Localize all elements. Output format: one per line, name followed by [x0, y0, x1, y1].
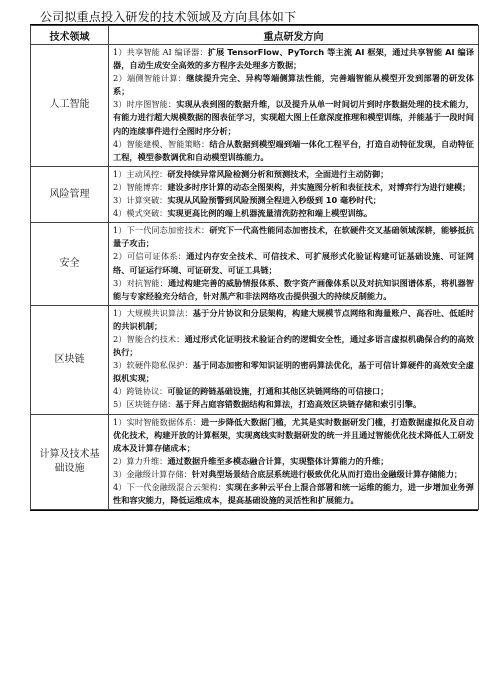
direction-item — [113, 72, 474, 98]
document-title: 公司拟重点投入研发的技术领域及方向具体如下 — [40, 10, 297, 24]
direction-item-body: 实现在多种云平台上混合部署和统一运维的能力，进一步增加业务弹性和容灾能力，降低运维成本，提高基础设施的灵活性和扩展能力。 — [113, 482, 474, 506]
direction-cell — [109, 223, 479, 306]
direction-item-lead: 3）计算突破： — [113, 195, 168, 206]
direction-item — [113, 481, 474, 507]
table-row — [31, 45, 479, 167]
direction-item-lead: 3）软硬件隐私保护： — [113, 360, 193, 371]
domain-cell: 安全 — [31, 223, 109, 306]
direction-item — [113, 168, 474, 181]
table-row — [31, 166, 479, 222]
direction-item-lead: 5）区块链存储： — [113, 399, 176, 410]
direction-item — [113, 398, 474, 411]
table-row — [31, 305, 479, 414]
direction-item-lead: 3）对抗智能： — [113, 277, 168, 288]
domain-cell: 风险管理 — [31, 166, 109, 222]
direction-item-body: 针对典型场景结合底层系统进行极致优化从而打造出金融级计算存储能力； — [191, 468, 463, 479]
direction-item-body: 扩展 TensorFlow、PyTorch 等主流 AI 框架，通过共享智能 AI 编译器，自动生成安全高效的多方程序去处理多方数据； — [113, 47, 475, 71]
direction-item-lead: 3）金融级计算存储： — [113, 468, 192, 479]
direction-item — [113, 307, 474, 333]
direction-item-lead: 2）算力升维： — [113, 455, 168, 466]
direction-item-body: 实现更高比例的端上机器流量清洗防控和端上模型训练。 — [167, 208, 373, 219]
table-row — [31, 223, 479, 306]
direction-item — [113, 224, 474, 250]
direction-item-lead: 2）智能合约技术： — [113, 333, 185, 344]
direction-item-lead: 2）可信可证体系： — [113, 251, 187, 262]
table-row — [31, 414, 479, 510]
direction-item-body: 通过形式化证明技术验证合约的逻辑安全性，通过多语言虚拟机确保合约的高效执行； — [113, 333, 474, 358]
direction-item — [113, 207, 474, 220]
header-domain: 技术领域 — [31, 26, 109, 45]
direction-item-body: 实现从表到图的数据升维，以及提升从单一时间切片到时序数据处理的技术能力，有能力进行超大规模数据的图表征学习，实现超大图上任意深度推理和模型训练，并能基于一段时间内的连续事件进行全图时序分析； — [113, 99, 474, 136]
table-header-row — [31, 26, 479, 45]
direction-item-lead: 2）智能博弈： — [113, 181, 168, 192]
direction-item-body: 通过数据升维至多模态融合计算，实现整体计算能力的升维； — [167, 455, 389, 466]
domain-cell: 计算及技术基础设施 — [31, 414, 109, 510]
direction-item-body: 通过内存安全技术、可信技术、可扩展形式化验证构建可证基础设施、可证网络、可证运行环境、可证研发、可证工具链； — [113, 251, 474, 275]
direction-item-lead: 1）主动风控： — [113, 168, 168, 179]
direction-item — [113, 250, 474, 276]
direction-item-body: 实现从风险预警到风险预测全程进入秒级到 10 毫秒时代； — [167, 195, 381, 206]
direction-cell — [109, 45, 479, 167]
direction-item — [113, 194, 474, 207]
direction-item-body: 结合从数据到模型端到端一体化工程平台，打造自动特征发现，自动特征工程，模型参数调优和自动模型训练能力。 — [113, 138, 474, 162]
direction-item-body: 基于拜占庭容错数据结构和算法，打造高效区块链存储和索引引擎。 — [175, 399, 422, 410]
direction-item-lead: 1）大规模共识算法： — [113, 307, 193, 318]
direction-item-lead: 2）端侧智能计算： — [113, 73, 187, 84]
direction-item-body: 研发持续异常风险检测分析和预测技术，全面进行主动防御； — [167, 168, 389, 179]
domain-cell: 区块链 — [31, 305, 109, 414]
tech-table — [30, 24, 478, 511]
direction-item-body: 基于分片协议和分层架构，构建大规模节点网络和海量账户、高吞吐、低延时的共识机制； — [113, 307, 474, 331]
direction-cell — [109, 414, 479, 510]
domain-cell: 人工智能 — [31, 45, 109, 167]
direction-item-lead: 1）共享智能 AI 编译器： — [113, 47, 208, 57]
direction-item — [113, 359, 474, 385]
direction-item-body: 基于同态加密和零知识证明的密码算法优化，基于可信计算硬件的高效安全虚拟机实现； — [113, 360, 474, 384]
direction-item-lead: 1）实时智能数据体系： — [113, 416, 202, 427]
direction-cell — [109, 166, 479, 222]
direction-item — [113, 181, 474, 194]
direction-item-body: 通过构建完善的威胁情报体系、数字资产画像体系以及对抗知识图谱体系，将机器智能与专家经验充分结合，针对黑产和非法网络攻击提供强大的持续反制能力。 — [113, 277, 474, 301]
direction-item — [113, 98, 474, 137]
direction-item-lead: 1）下一代同态加密技术： — [113, 225, 210, 236]
direction-item-lead: 4）模式突破： — [113, 208, 168, 219]
direction-item — [113, 416, 474, 455]
header-direction: 重点研发方向 — [109, 26, 479, 45]
direction-cell — [109, 305, 479, 414]
direction-item — [113, 333, 474, 359]
direction-item — [113, 46, 474, 72]
direction-item — [113, 385, 474, 398]
direction-item-lead: 4）跨链协议： — [113, 386, 168, 397]
direction-item-body: 可验证的跨链基础设施，打通和其他区块链网络的可信接口； — [167, 386, 389, 397]
direction-item — [113, 138, 474, 164]
direction-item-body: 研究下一代高性能同态加密技术，在软硬件交叉基础领域深耕，能够抵抗量子攻击； — [113, 225, 474, 249]
direction-item-body: 建设多时序计算的动态全图架构，并实施图分析和表征技术，对博弈行为进行建模； — [167, 181, 471, 192]
direction-item — [113, 468, 474, 481]
direction-item — [113, 277, 474, 303]
direction-item-body: 进一步降低大数据门槛，尤其是实时数据研发门槛，打造数据虚拟化及自动优化技术，构建开放的计算框架，实现离线实时数据研发的统一并且通过智能优化技术降低人工研发成本及计算存储成本； — [113, 416, 474, 453]
direction-item-lead: 4）下一代金融级混合云架构： — [113, 482, 226, 492]
direction-item-lead: 4）智能建模、智能策略： — [113, 138, 210, 149]
direction-item — [113, 455, 474, 468]
direction-item-body: 继续提升完全、异构等端侧算法性能，完善端智能从模型开发到部署的研发体系； — [113, 73, 474, 97]
direction-item-lead: 3）时序图智能： — [113, 99, 177, 110]
